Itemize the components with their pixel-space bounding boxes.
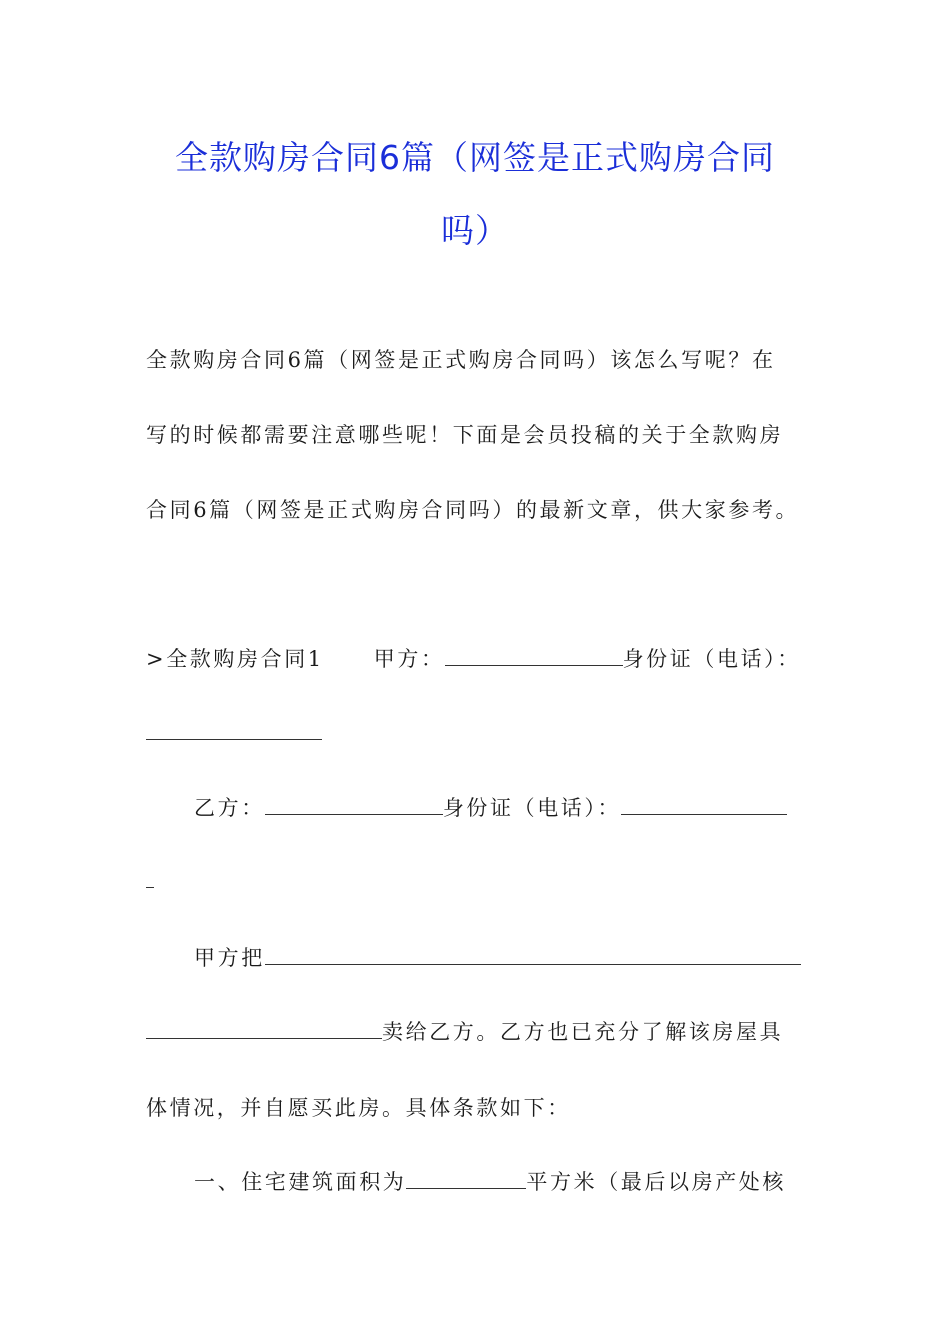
clause-1-suffix: 平方米（最后以房产处核 <box>526 1170 787 1194</box>
document-title-line2: 吗） <box>441 211 509 250</box>
contract-heading: >全款购房合同1 <box>146 647 324 671</box>
clause-1-row <box>194 1167 826 1197</box>
transfer-row-1 <box>194 943 826 973</box>
intro-line-2: 写的时候都需要注意哪些呢！下面是会员投稿的关于全款购房 <box>146 423 784 447</box>
party-a-id-blank <box>146 719 322 740</box>
intro-line-1: 全款购房合同6篇（网签是正式购房合同吗）该怎么写呢？在 <box>146 348 776 372</box>
party-b-id-blank-cont <box>146 867 154 888</box>
transfer-prefix: 甲方把 <box>194 946 265 970</box>
transfer-row-2 <box>146 1017 826 1047</box>
contract-heading-row <box>146 644 826 674</box>
transfer-row-3: 体情况，并自愿买此房。具体条款如下： <box>146 1096 571 1120</box>
property-blank-cont <box>146 1018 382 1039</box>
property-blank <box>265 944 801 965</box>
intro-line-3: 合同6篇（网签是正式购房合同吗）的最新文章，供大家参考。 <box>146 498 800 522</box>
party-a-label: 甲方： <box>373 647 445 671</box>
party-a-id-row <box>146 718 826 748</box>
area-blank <box>406 1168 526 1189</box>
document-title-line1: 全款购房合同6篇（网签是正式购房合同 <box>175 138 775 177</box>
transfer-suffix: 卖给乙方。乙方也已充分了解该房屋具 <box>382 1020 784 1044</box>
party-b-id-blank <box>621 794 787 815</box>
clause-1-prefix: 一、住宅建筑面积为 <box>194 1170 407 1194</box>
party-b-row <box>194 793 826 823</box>
party-a-id-label: 身份证（电话）： <box>622 647 801 671</box>
party-b-blank <box>265 794 443 815</box>
party-b-id-label: 身份证（电话）： <box>442 796 622 820</box>
party-a-blank <box>445 645 623 666</box>
party-b-id-row <box>146 866 826 896</box>
party-b-label: 乙方： <box>194 796 265 820</box>
